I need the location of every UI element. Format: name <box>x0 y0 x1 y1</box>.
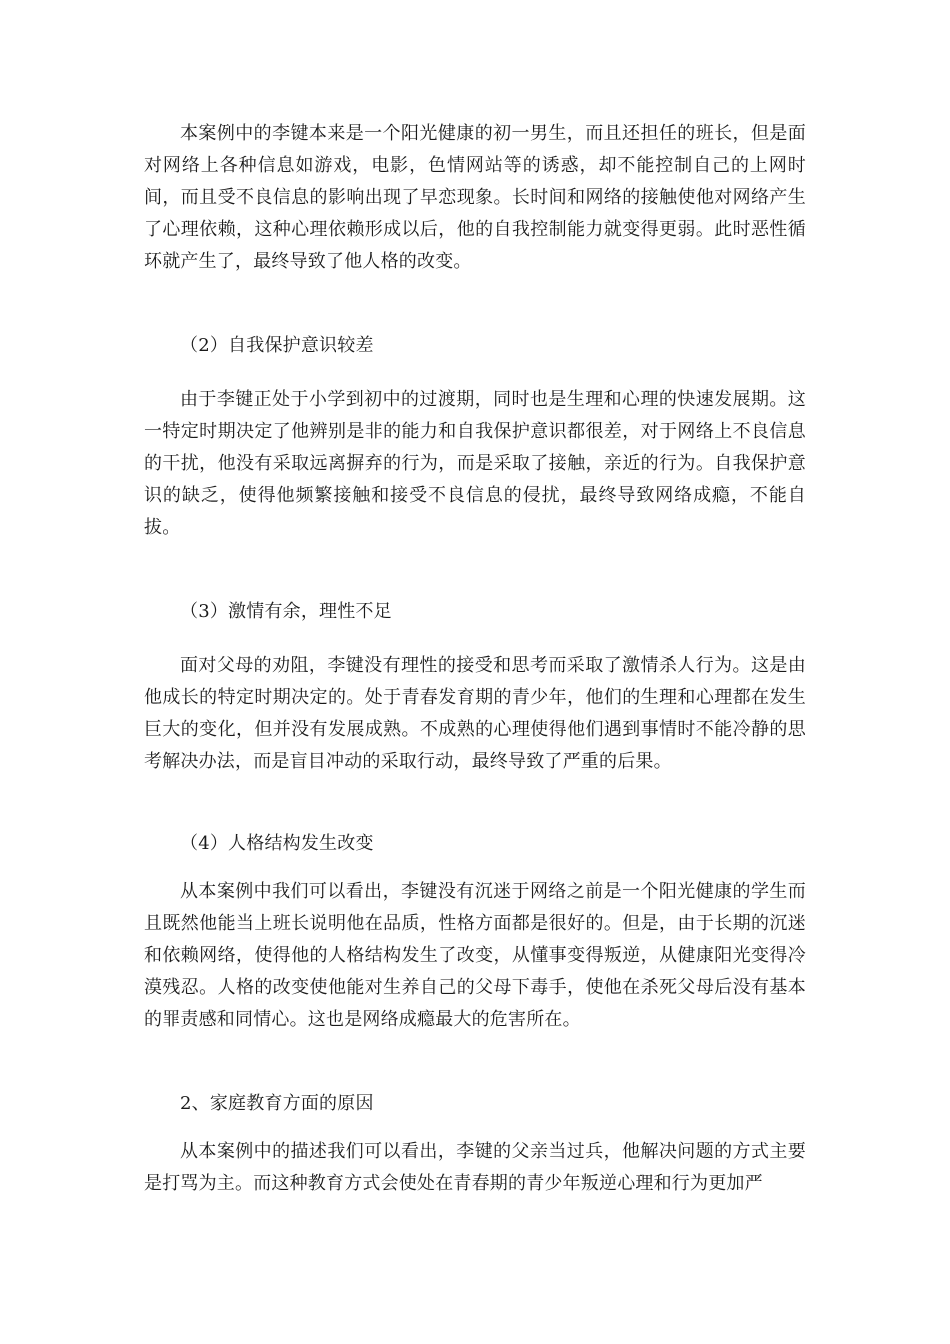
section-heading-passion: （3）激情有余，理性不足 <box>180 601 392 622</box>
paragraph-self-protection: 由于李键正处于小学到初中的过渡期，同时也是生理和心理的快速发展期。这一特定时期决定了他辨别是非的能力和自我保护意识都很差，对于网络上不良信息的干扰，他没有采取远离摒弃的行为，而是采取了接触，亲近的行为。自我保护意识的缺乏，使得他频繁接触和接受不良信息的侵扰，最终导致网络成瘾，不能自拔。 <box>144 389 806 538</box>
section-heading-personality: （4）人格结构发生改变 <box>180 833 374 854</box>
section-heading-family-education: 2、家庭教育方面的原因 <box>180 1093 374 1114</box>
paragraph-passion: 面对父母的劝阻，李键没有理性的接受和思考而采取了激情杀人行为。这是由他成长的特定时期决定的。处于青春发育期的青少年，他们的生理和心理都在发生巨大的变化，但并没有发展成熟。不成熟的心理使得他们遇到事情时不能冷静的思考解决办法，而是盲目冲动的采取行动，最终导致了严重的后果。 <box>144 655 806 772</box>
paragraph-addiction-cause: 本案例中的李键本来是一个阳光健康的初一男生，而且还担任的班长，但是面对网络上各种信息如游戏，电影，色情网站等的诱惑，却不能控制自己的上网时间，而且受不良信息的影响出现了早恋现象。长时间和网络的接触使他对网络产生了心理依赖，这种心理依赖形成以后，他的自我控制能力就变得更弱。此时恶性循环就产生了，最终导致了他人格的改变。 <box>144 123 806 272</box>
paragraph-family-education: 从本案例中的描述我们可以看出，李键的父亲当过兵，他解决问题的方式主要是打骂为主。而这种教育方式会使处在青春期的青少年叛逆心理和行为更加严 <box>144 1141 806 1194</box>
paragraph-personality: 从本案例中我们可以看出，李键没有沉迷于网络之前是一个阳光健康的学生而且既然他能当上班长说明他在品质，性格方面都是很好的。但是，由于长期的沉迷和依赖网络，使得他的人格结构发生了改变，从懂事变得叛逆，从健康阳光变得冷漠残忍。人格的改变使他能对生养自己的父母下毒手，使他在杀死父母后没有基本的罪责感和同情心。这也是网络成瘾最大的危害所在。 <box>144 881 806 1030</box>
section-heading-self-protection: （2）自我保护意识较差 <box>180 335 374 356</box>
